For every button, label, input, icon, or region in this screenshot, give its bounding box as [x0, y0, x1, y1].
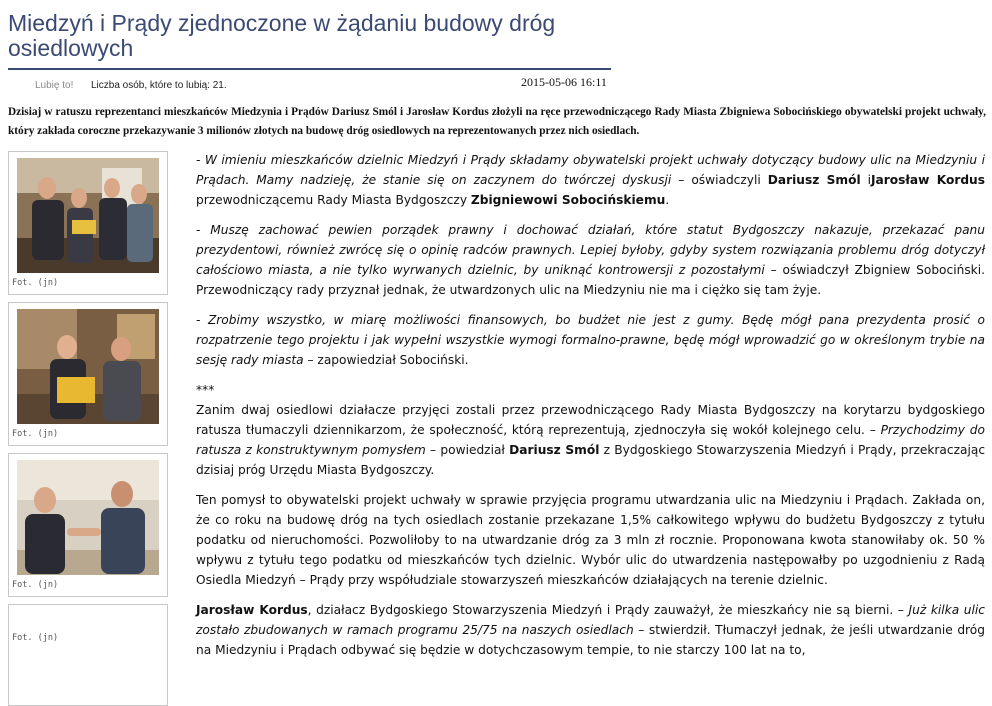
photo-thumbnail[interactable] — [8, 453, 168, 597]
photo-caption: Fot. (jn) — [12, 429, 59, 439]
title-divider — [8, 68, 611, 70]
photo-thumbnail[interactable] — [8, 302, 168, 446]
like-button[interactable]: Lubię to! — [35, 80, 74, 91]
photo-thumbnail[interactable] — [8, 604, 168, 706]
paragraph: Zanim dwaj osiedlowi działacze przyjęci zostali przez przewodniczącego Rady Miasta Bydgoszczy na korytarzu bydgoskiego ratusza tłumaczyli dziennikarzom, że społeczność, którą reprezentują, zjednoczyła się wokół kolejnego celu. – Przychodzimy do ratusza z konstruktywnym pomysłem – powiedział Dariusz Smól z Bydgoskiego Stowarzyszenia Miedzyń i Prądy, przekraczając dzisiaj próg Urzędu Miasta Bydgoszczy. — [196, 403, 986, 477]
like-bar — [8, 75, 613, 91]
paragraph: - Muszę zachować pewien porządek prawny i dochować działań, które statut Bydgoszczy nakazuje, przekazać panu prezydentowi, również zwrócę się o opinię radców prawnych. Lepiej byłoby, gdyby system rozwiązania problemu dróg dotyczył całościowo miasta, a nie tylko wyrwanych dzielnic, by uniknąć kontrowersji z pozostałymi – oświadczył Zbigniew Sobociński. Przewodniczący rady przyznał jednak, że utwardzonych ulic na Miedzyniu nie ma i ciężko się tam żyje. — [196, 223, 985, 297]
photo-image — [17, 158, 159, 273]
photo-image — [17, 309, 159, 424]
paragraph: - Zrobimy wszystko, w miarę możliwości finansowych, bo budżet nie jest z gumy. Będę mógł pana prezydenta prosić o rozpatrzenie tego projektu i jak wypełni wszystkie wymogi formalno-prawne, będę mógł wprowadzić go w określonym trybie na sesję rady miasta – zapowiedział Sobociński. — [196, 313, 985, 367]
photo-caption: Fot. (jn) — [12, 580, 59, 590]
photo-caption: Fot. (jn) — [12, 278, 59, 288]
publish-date: 2015-05-06 16:11 — [521, 75, 607, 89]
section-separator: *** — [196, 383, 215, 397]
photo-image — [17, 460, 159, 575]
paragraph: Ten pomysł to obywatelski projekt uchwały w sprawie przyjęcia programu utwardzania ulic na Miedzyniu i Prądach. Zakłada on, że co roku na budowę dróg na tych osiedlach zostanie przekazane 1,5% całkowitego wpływu do budżetu Bydgoszczy z tytułu podatku od nieruchomości. Pozwoliłoby to na utwardzanie dróg za 3 mln zł rocznie. Proponowana kwota stanowiłaby ok. 50 % wpływu z tytułu tego podatku od mieszkańców tych dzielnic. Wybór ulic do utwardzenia następowałby po uzgodnieniu z Radą Osiedla Miedzyń – Prądy przy współudziale stowarzyszeń mieszkańców działających na terenie dzielnic. — [196, 493, 985, 587]
page-title: Miedzyń i Prądy zjednoczone w żądaniu budowy dróg osiedlowych — [8, 10, 556, 61]
paragraph: Jarosław Kordus, działacz Bydgoskiego Stowarzyszenia Miedzyń i Prądy zauważył, że mieszkańcy nie są bierni. – Już kilka ulic zostało zbudowanych w ramach programu 25/75 na naszych osiedlach – stwierdził. Tłumaczył jednak, że jeśli utwardzanie dróg na Miedzyniu i Prądach odbywać się będzie w dotychczasowym tempie, to nie starczy 100 lat na to, — [196, 603, 985, 657]
article-body — [196, 150, 985, 670]
like-count: Liczba osób, które to lubią: 21. — [91, 80, 227, 91]
article-lead: Dzisiaj w ratuszu reprezentanci mieszkańców Miedzynia i Prądów Dariusz Smól i Jarosław Kordus złożyli na ręce przewodniczącego Rady Miasta Zbigniewa Sobocińskiego obywatelski projekt uchwały, który zakłada coroczne przekazywanie 3 milionów złotych na budowę dróg osiedlowych na reprezentowanych przez nich osiedlach. — [8, 106, 986, 137]
photo-thumbnail[interactable] — [8, 151, 168, 295]
paragraph: - W imieniu mieszkańców dzielnic Miedzyń i Prądy składamy obywatelski projekt uchwały dotyczący budowy ulic na Miedzyniu i Prądach. Mamy nadzieję, że stanie się on zaczynem do twórczej dyskusji – oświadczyli Dariusz Smól iJarosław Kordus przewodniczącemu Rady Miasta Bydgoszczy Zbigniewowi Sobocińskiemu. — [196, 153, 985, 207]
photo-caption: Fot. (jn) — [12, 633, 59, 643]
